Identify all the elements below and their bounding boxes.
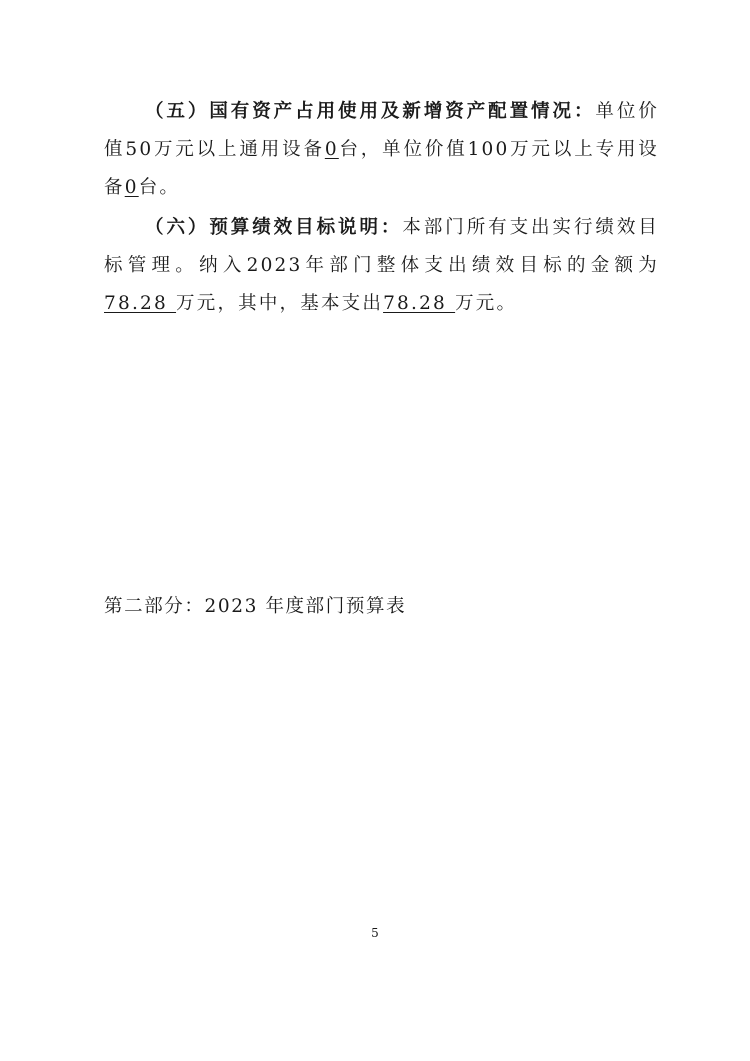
- part-2-title: 第二部分：2023 年度部门预算表: [104, 596, 407, 617]
- paragraph-state-assets: [104, 93, 659, 207]
- general-equipment-count: 0: [324, 139, 339, 160]
- basic-amount-value: 78.28: [383, 293, 456, 314]
- text-special-equipment: 台，单位价值100万元以上专用设备: [104, 139, 659, 198]
- text-performance-intro: 本部门所有支出实行绩效目标管理。纳入2023年部门整体支出绩效目标的金额为: [104, 217, 659, 276]
- paragraph-performance-goals: [104, 209, 659, 323]
- heading-performance-goals: （六）预算绩效目标说明：: [145, 217, 403, 238]
- special-equipment-count: 0: [124, 177, 139, 198]
- total-amount-value: 78.28: [104, 293, 177, 314]
- heading-state-assets: （五）国有资产占用使用及新增资产配置情况：: [145, 101, 596, 122]
- text-general-equipment: 单位价值50万元以上通用设备: [104, 101, 660, 160]
- text-basic-expenditure: 万元，其中，基本支出: [176, 293, 384, 314]
- text-amount-end: 万元。: [455, 293, 518, 314]
- page-number: 5: [371, 926, 379, 940]
- text-unit-end: 台。: [138, 177, 181, 198]
